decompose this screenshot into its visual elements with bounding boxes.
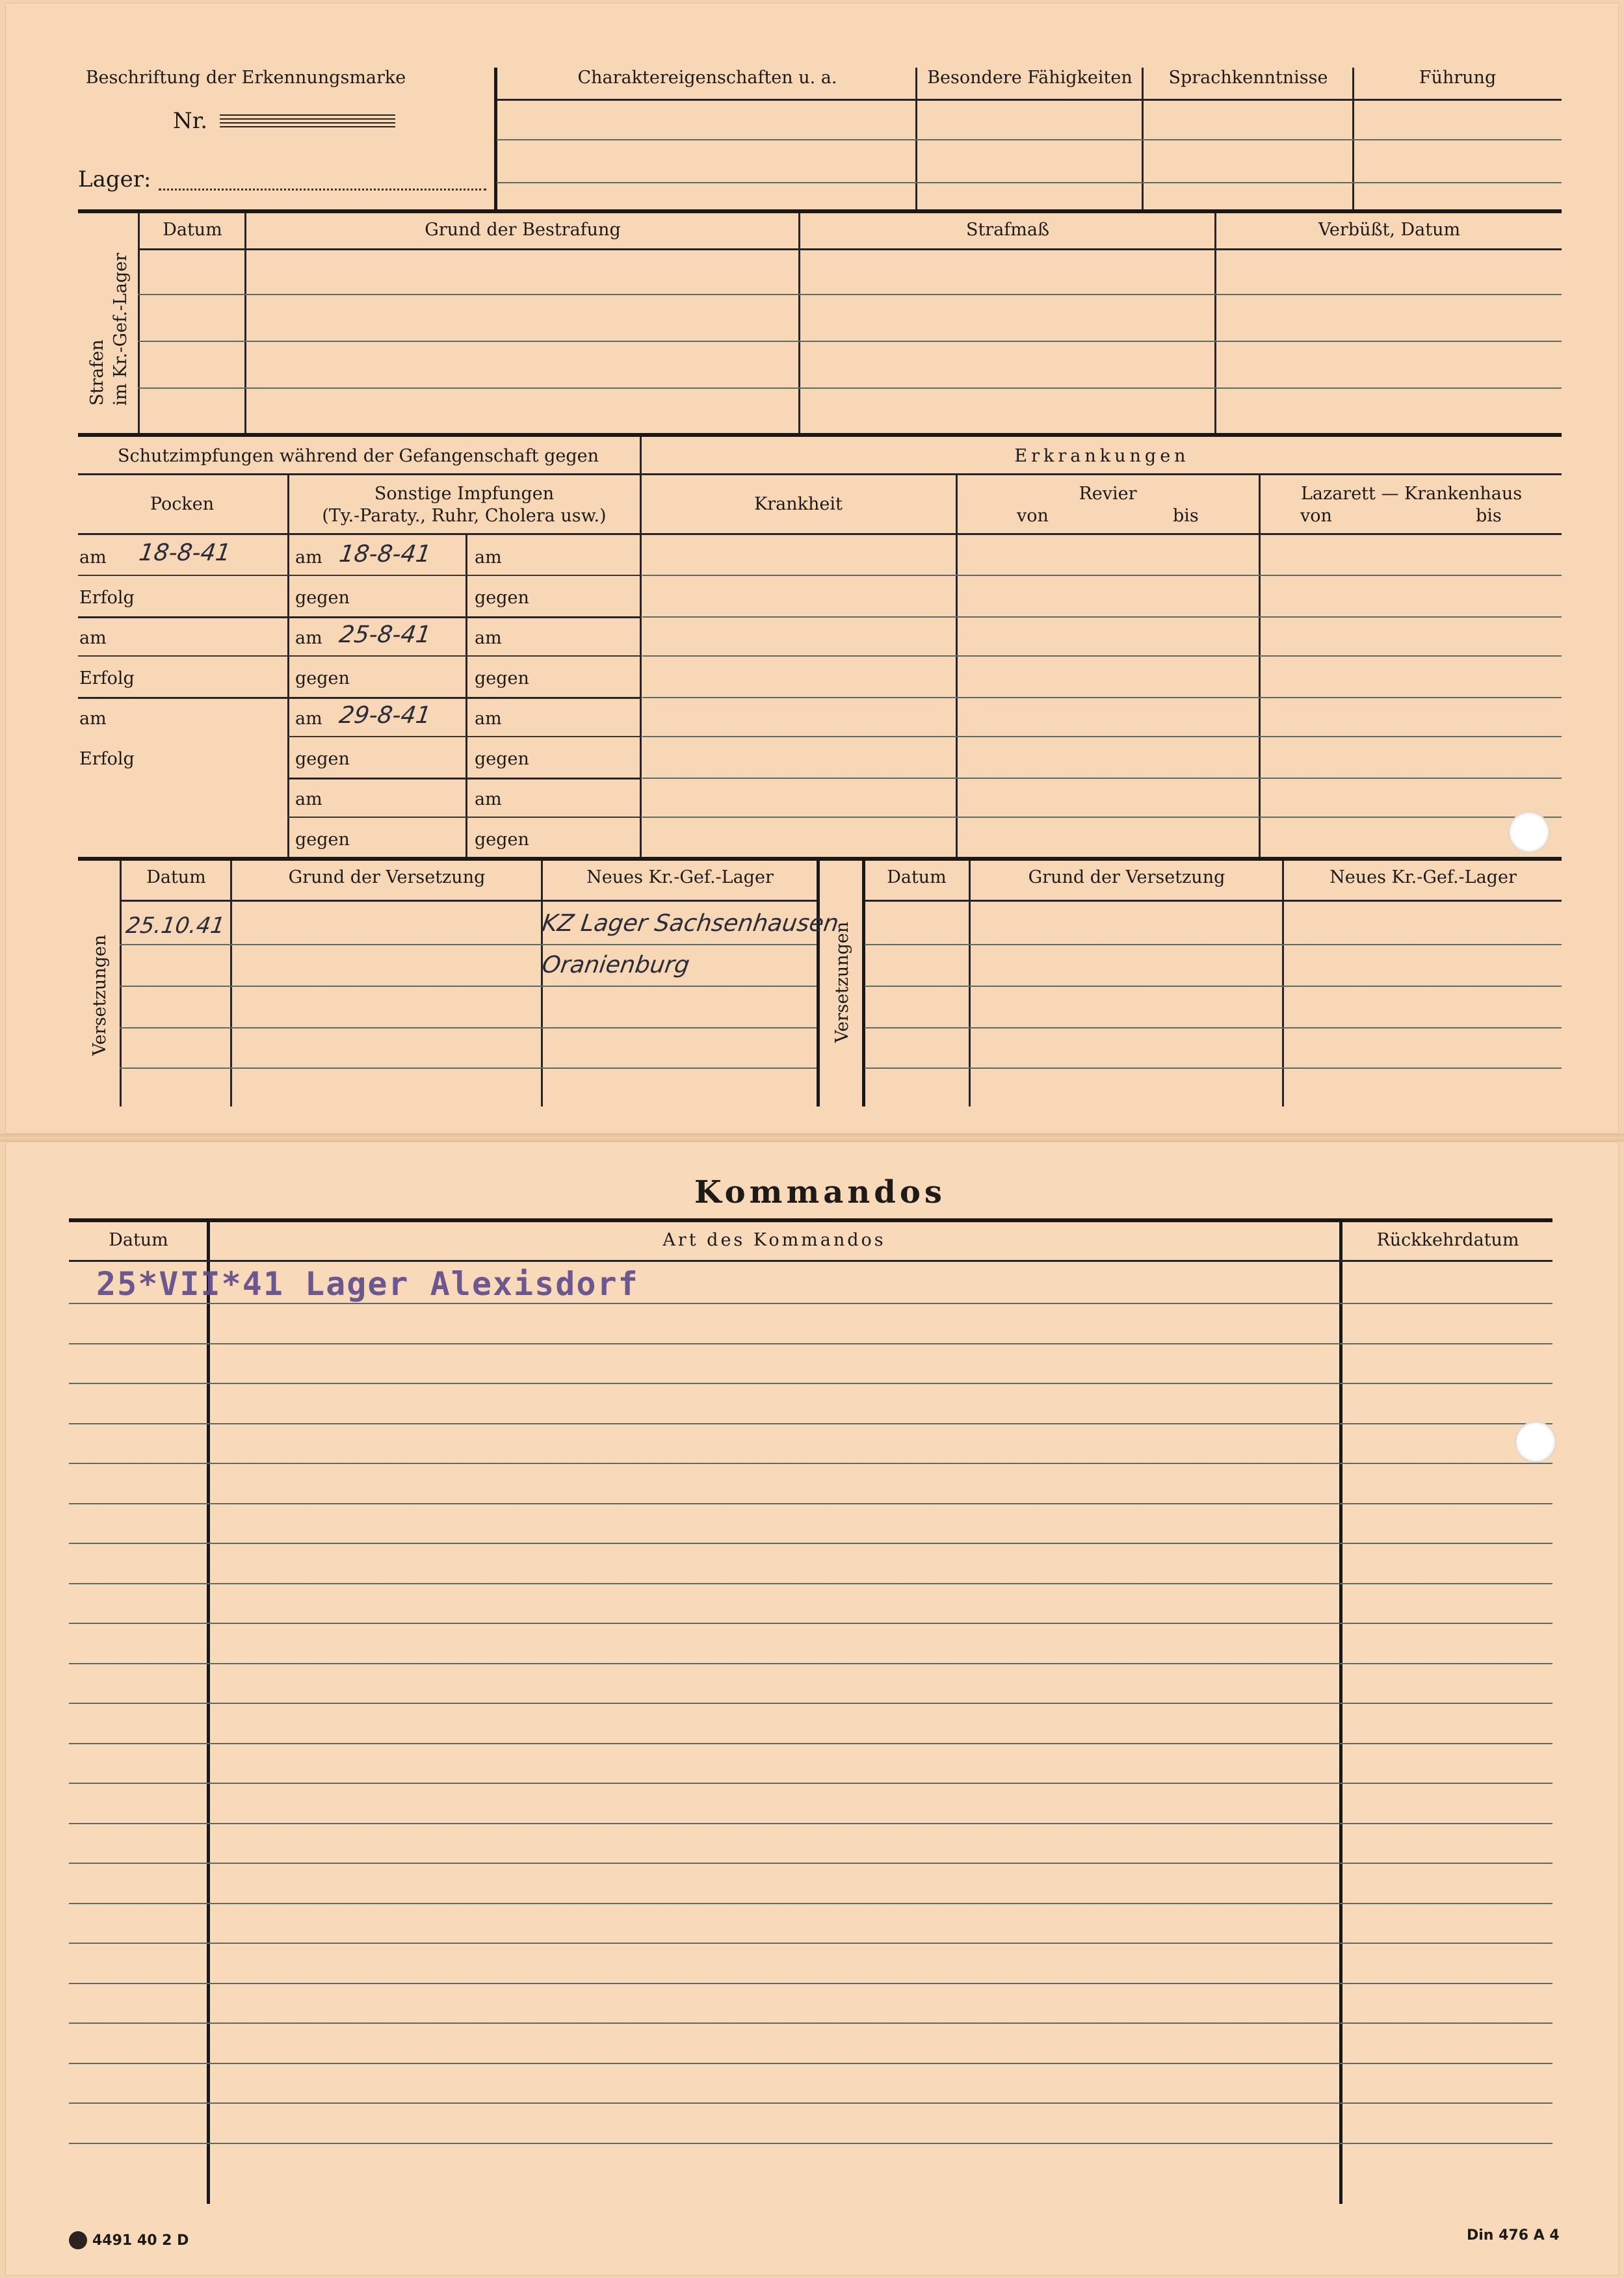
transfer-date-header-right: Datum — [887, 867, 947, 887]
camp-label: Lager: — [78, 166, 151, 192]
other-against-label-2: gegen — [295, 668, 350, 688]
printer-mark-icon — [69, 2231, 87, 2249]
other-date-1: 18-8-41 — [337, 541, 433, 568]
kommando-date-header: Datum — [109, 1230, 168, 1250]
other-am-label-1: am — [295, 547, 322, 568]
kommando-row-line — [69, 1503, 1552, 1504]
other-date-2: 25-8-41 — [337, 622, 433, 648]
kommando-row-line — [69, 1903, 1552, 1904]
conduct-header: Führung — [1419, 68, 1497, 88]
illnesses-heading: Erkrankungen — [1014, 446, 1190, 466]
transfer-date-header-left: Datum — [146, 867, 206, 887]
new-camp-header-right: Neues Kr.-Gef.-Lager — [1329, 867, 1517, 887]
revier-from-label: von — [1017, 506, 1049, 526]
kommando-row-line — [69, 2143, 1552, 2144]
other-against-label-3b: gegen — [475, 749, 529, 769]
other-against-label-1: gegen — [295, 588, 350, 608]
punishments-side-label: Strafen — [87, 339, 107, 406]
punishments-side-label-2: im Kr.-Gef.-Lager — [111, 252, 131, 406]
return-date-header: Rückkehrdatum — [1376, 1230, 1519, 1250]
pox-am-label-3: am — [79, 709, 107, 729]
traits-header: Charaktereigenschaften u. a. — [577, 68, 837, 88]
pox-success-label-1: Erfolg — [79, 588, 135, 608]
id-tag-heading: Beschriftung der Erkennungsmarke — [85, 68, 406, 88]
transfer-reason-header-right: Grund der Versetzung — [1028, 867, 1225, 887]
other-vaccinations-header: Sonstige Impfungen — [374, 484, 555, 504]
disease-header: Krankheit — [754, 494, 843, 514]
kommandos-title: Kommandos — [694, 1174, 946, 1211]
nr-field[interactable] — [220, 114, 395, 130]
new-camp-header-left: Neues Kr.-Gef.-Lager — [586, 867, 774, 887]
pox-date-1: 18-8-41 — [137, 540, 233, 566]
other-am-label-3: am — [295, 709, 322, 729]
pox-am-label-2: am — [79, 628, 107, 648]
form-number: 4491 40 2 D — [92, 2232, 189, 2249]
fold-seam — [0, 1134, 1624, 1142]
other-am-label-4: am — [295, 789, 322, 809]
kommando-row-line — [69, 2023, 1552, 2024]
other-am-label-1b: am — [475, 547, 502, 568]
kommando-row-line — [69, 1983, 1552, 1984]
kommando-row-line — [69, 2063, 1552, 2064]
other-date-3: 29-8-41 — [337, 702, 433, 729]
kommando-row-line — [69, 1343, 1552, 1344]
kommando-row-line — [69, 1943, 1552, 1944]
other-vaccinations-subheader: (Ty.-Paraty., Ruhr, Cholera usw.) — [322, 506, 607, 526]
other-against-label-1b: gegen — [475, 588, 529, 608]
vaccinations-heading: Schutzimpfungen während der Gefangenschaft gegen — [118, 446, 599, 466]
kommando-row-line — [69, 1623, 1552, 1624]
kommando-row-line — [69, 1423, 1552, 1424]
pox-am-label-1: am — [79, 547, 107, 568]
transfers-side-label-right: Versetzungen — [832, 921, 852, 1043]
lazarett-from-label: von — [1300, 506, 1332, 526]
other-against-label-3: gegen — [295, 749, 350, 769]
other-against-label-4: gegen — [295, 830, 350, 850]
other-am-label-2b: am — [475, 628, 502, 648]
kommando-row-line — [69, 2102, 1552, 2104]
transfer-reason-header-left: Grund der Versetzung — [288, 867, 486, 887]
abilities-header: Besondere Fähigkeiten — [927, 68, 1133, 88]
kommando-row-line — [69, 1783, 1552, 1784]
kommando-row-line — [69, 1863, 1552, 1864]
kommando-row-line — [69, 1463, 1552, 1464]
languages-header: Sprachkenntnisse — [1168, 68, 1328, 88]
kommando-row-line — [69, 1303, 1552, 1304]
kommando-row-line — [69, 1823, 1552, 1824]
prisoner-record-card-front — [5, 3, 1619, 1134]
transfers-side-label-left: Versetzungen — [90, 934, 110, 1056]
kommando-row-line — [69, 1743, 1552, 1744]
kommando-stamp-entry: 25*VII*41 Lager Alexisdorf — [96, 1265, 639, 1303]
camp-field[interactable] — [159, 189, 486, 190]
punishment-date-header: Datum — [163, 220, 222, 240]
kommando-row-line — [69, 1703, 1552, 1704]
kommandos-card — [5, 1142, 1619, 2275]
other-am-label-3b: am — [475, 709, 502, 729]
other-against-label-2b: gegen — [475, 668, 529, 688]
pox-success-label-3: Erfolg — [79, 749, 135, 769]
nr-label: Nr. — [173, 108, 208, 134]
kommando-row-line — [69, 1663, 1552, 1664]
kommando-row-line — [69, 1383, 1552, 1384]
pox-success-label-2: Erfolg — [79, 668, 135, 688]
transfer-date-entry: 25.10.41 — [124, 913, 227, 939]
other-am-label-2: am — [295, 628, 322, 648]
penalty-header: Strafmaß — [965, 220, 1050, 240]
other-am-label-4b: am — [475, 789, 502, 809]
punch-hole-bottom — [1515, 1421, 1556, 1463]
revier-header: Revier — [1079, 484, 1137, 504]
kommando-row-line — [69, 1583, 1552, 1584]
other-against-label-4b: gegen — [475, 830, 529, 850]
served-date-header: Verbüßt, Datum — [1318, 220, 1461, 240]
kommando-row-line — [69, 1543, 1552, 1544]
punishment-reason-header: Grund der Bestrafung — [425, 220, 621, 240]
lazarett-header: Lazarett — Krankenhaus — [1300, 484, 1523, 504]
kommando-type-header: Art des Kommandos — [662, 1230, 886, 1250]
din-format: Din 476 A 4 — [1467, 2227, 1560, 2244]
lazarett-to-label: bis — [1476, 506, 1502, 526]
revier-to-label: bis — [1173, 506, 1199, 526]
transfer-camp-entry-line2: Oranienburg — [540, 952, 692, 978]
punch-hole-top — [1508, 811, 1550, 853]
transfer-camp-entry-line1: KZ Lager Sachsenhausen — [540, 910, 841, 937]
pox-header: Pocken — [150, 494, 215, 514]
